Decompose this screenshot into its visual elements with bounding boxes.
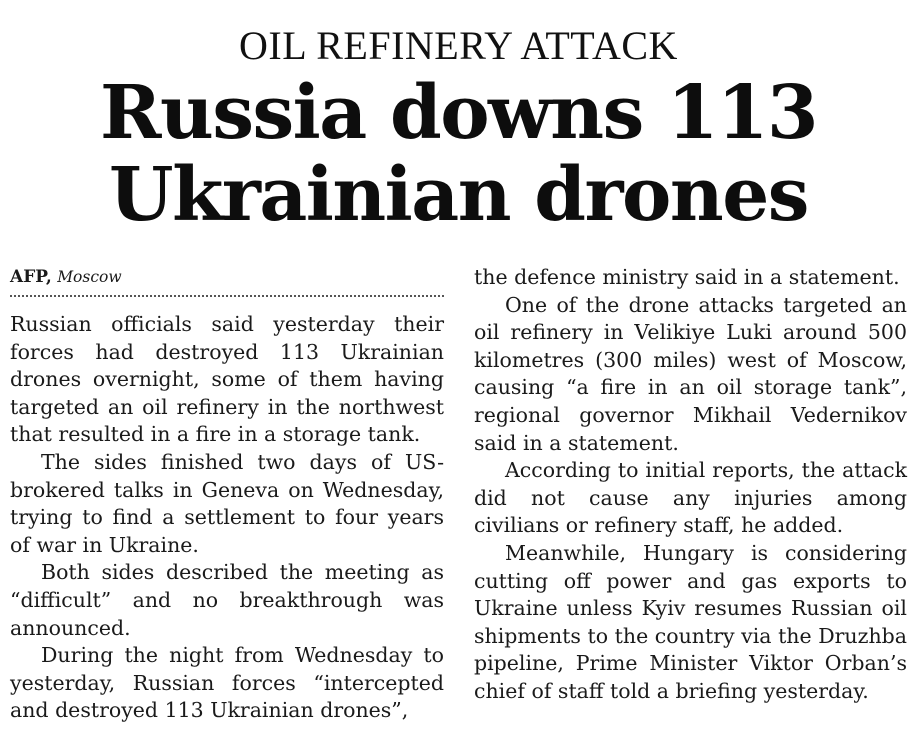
byline	[10, 264, 444, 294]
byline-divider	[10, 295, 444, 297]
paragraph: Russian officials said yesterday their forces had destroyed 113 Ukrainian drones overnight, some of them having targeted an oil refinery in the northwest that resulted in a fire in a storage tank.	[10, 312, 444, 447]
article-column-left	[10, 264, 444, 725]
paragraph: One of the drone attacks targeted an oil refinery in Velikiye Luki around 500 kilometres (300 miles) west of Moscow, causing “a fire in an oil storage tank”, regional governor Mikhail Vedernikov said in a statement.	[474, 292, 907, 455]
paragraph-continued: the defence ministry said in a statement.	[474, 265, 900, 289]
paragraph: During the night from Wednesday to yesterday, Russian forces “intercepted and destroyed 113 Ukrainian drones”,	[10, 643, 444, 723]
column-gutter	[458, 268, 459, 738]
paragraph: Both sides described the meeting as “difficult” and no breakthrough was announced.	[10, 560, 444, 640]
byline-dateline: Moscow	[57, 268, 122, 286]
article-column-right	[474, 264, 907, 706]
byline-agency: AFP,	[10, 267, 52, 287]
paragraph: The sides finished two days of US-brokered talks in Geneva on Wednesday, trying to find a settlement to four years of war in Ukraine.	[10, 449, 444, 557]
paragraph: According to initial reports, the attack did not cause any injuries among civilians or refinery staff, he added.	[474, 458, 907, 538]
paragraph: Meanwhile, Hungary is considering cutting off power and gas exports to Ukraine unless Kyiv resumes Russian oil shipments to the country via the Druzhba pipeline, Prime Minister Viktor Orban’s chief of staff told a briefing yesterday.	[474, 540, 907, 703]
headline: Russia downs 113 Ukrainian drones	[100, 70, 817, 238]
kicker: OIL REFINERY ATTACK	[239, 23, 678, 68]
